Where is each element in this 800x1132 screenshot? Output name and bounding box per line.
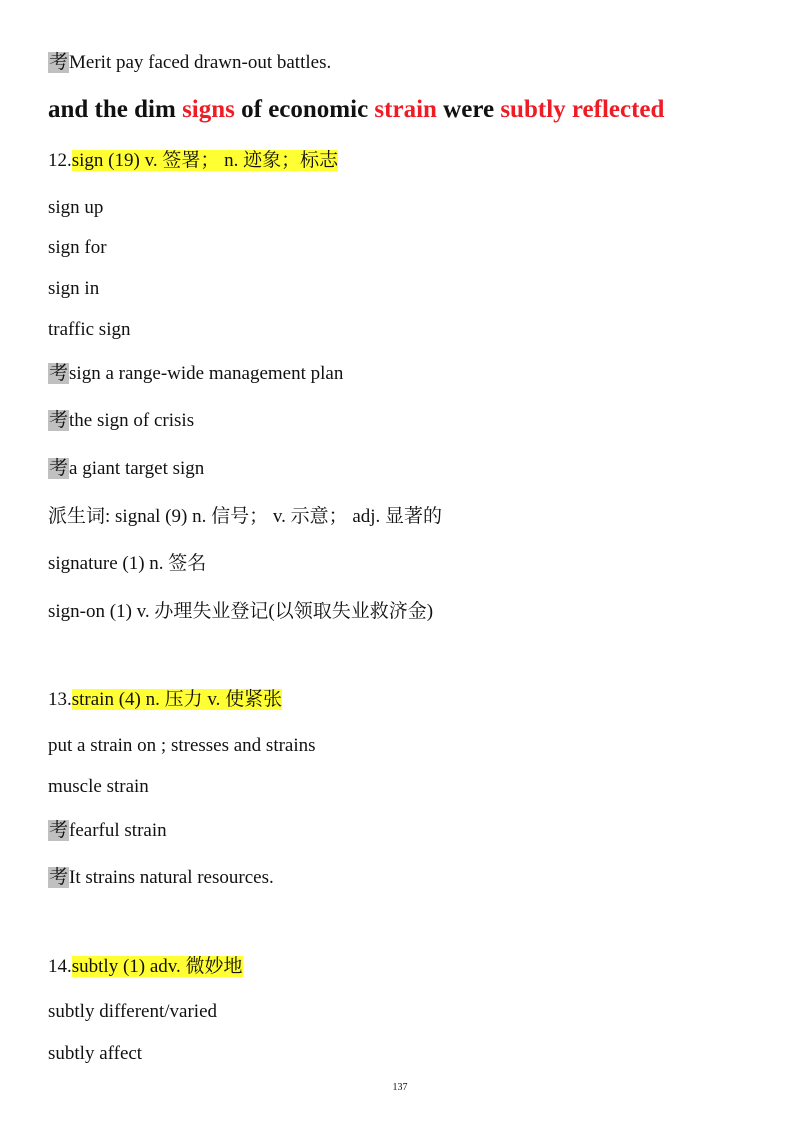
entry-heading-strain xyxy=(48,687,282,713)
headword: subtly (1) adv. 微妙地 xyxy=(71,956,243,977)
page-number: 137 xyxy=(392,1082,408,1093)
exam-tag: 考 xyxy=(49,867,69,888)
phrase-line: subtly different/varied xyxy=(48,1001,218,1022)
example-text: It strains natural resources. xyxy=(69,867,274,888)
entry-number: 14. xyxy=(48,956,72,977)
exam-tag: 考 xyxy=(49,820,69,841)
headword: sign (19) v. 签署； n. 迹象；标志 xyxy=(71,150,339,171)
key-sentence: and the dim signs of economic strain were subtly reflected xyxy=(48,96,665,123)
exam-tag: 考 xyxy=(49,458,69,479)
phrase-line: subtly affect xyxy=(48,1043,143,1064)
headword: strain (4) n. 压力 v. 使紧张 xyxy=(71,689,283,710)
exam-example-line xyxy=(48,865,274,891)
exam-example-line xyxy=(48,818,167,844)
phrase-line: sign up xyxy=(48,197,104,218)
exam-example-line xyxy=(48,361,343,387)
phrase-line: sign in xyxy=(48,278,100,299)
derived-line: signature (1) n. 签名 xyxy=(48,553,207,574)
keyword-signs: signs xyxy=(182,96,235,123)
keyword-strain: strain xyxy=(374,96,437,123)
example-text: sign a range-wide management plan xyxy=(69,363,344,384)
entry-number: 13. xyxy=(48,689,72,710)
derived-line: 派生词: signal (9) n. 信号； v. 示意； adj. 显著的 xyxy=(48,506,443,527)
example-text: fearful strain xyxy=(69,820,167,841)
entry-heading-subtly xyxy=(48,954,243,980)
exam-example-line xyxy=(48,408,194,434)
exam-example-line xyxy=(48,50,331,76)
phrase-line: sign for xyxy=(48,237,107,258)
phrase-line: traffic sign xyxy=(48,319,131,340)
exam-tag: 考 xyxy=(49,363,69,384)
phrase-line: muscle strain xyxy=(48,776,149,797)
keyword-subtly-reflected: subtly reflected xyxy=(500,96,665,123)
example-text: a giant target sign xyxy=(69,458,205,479)
exam-example-line xyxy=(48,456,204,482)
entry-heading-sign xyxy=(48,148,338,174)
entry-number: 12. xyxy=(48,150,72,171)
example-text: Merit pay faced drawn-out battles. xyxy=(69,52,332,73)
derived-line: sign-on (1) v. 办理失业登记(以领取失业救济金) xyxy=(48,601,434,622)
exam-tag: 考 xyxy=(49,52,69,73)
exam-tag: 考 xyxy=(49,410,69,431)
phrase-line: put a strain on ; stresses and strains xyxy=(48,735,316,756)
example-text: the sign of crisis xyxy=(69,410,195,431)
